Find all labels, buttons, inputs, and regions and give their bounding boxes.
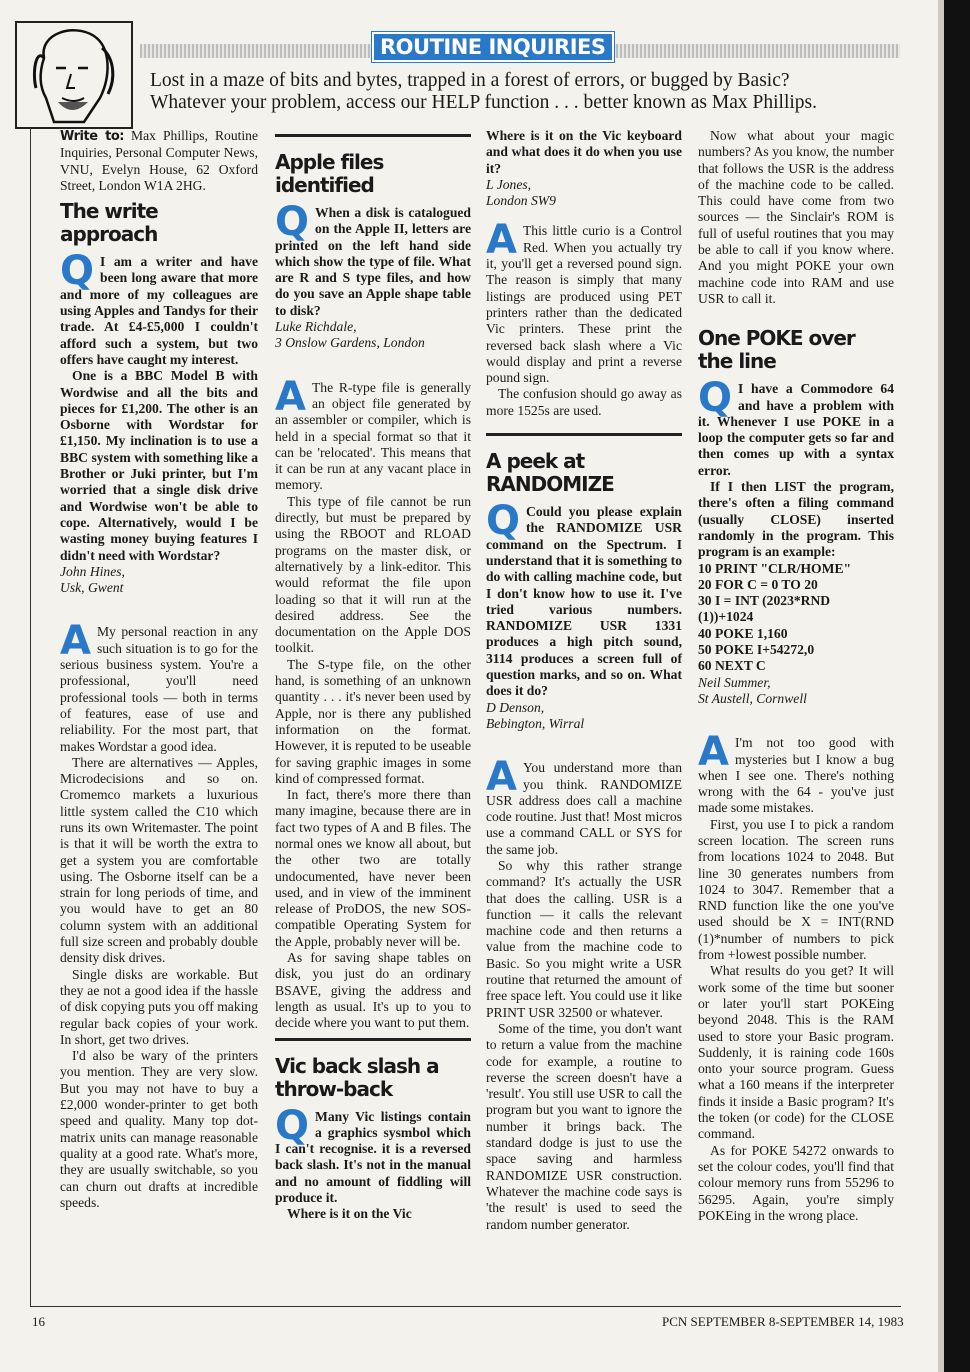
letter2-question: Q When a disk is catalogued on the Apple II, letters are printed on the left hand side which show the type of file. What are R and S type files, and how do you save an Apple shape table to disk?: [275, 199, 471, 318]
answer-drop-cap: A: [60, 618, 91, 665]
letter3-answer-p2: The confusion should go away as more 1525s are used.: [486, 386, 682, 418]
letter5-answer-p2: First, you use I to pick a random screen location. The screen runs from locations 1024 to 2048. But line 30 generates numbers from 1024 to 3047. Remember that a RND function like the one you've used should be X = INT(RND (1)*number of numbers to pick from +lowest possible number.: [698, 816, 894, 963]
letter4-answer: A You understand more than you think. RANDOMIZE USR address does call a machine code routine. Just that! Most micros use a command CALL or SYS for the same job.: [486, 754, 682, 857]
max-phillips-portrait-icon: [14, 18, 134, 130]
answer-drop-cap: A: [275, 373, 306, 420]
letter1-question-cont: One is a BBC Model B with Wordwise and all the bits and pieces for £1,200. The other is an Osborne with Wordstar for £1,150. My inclination is to use a BBC system with something like a Brother or Juki printer, but I'm worried that a single disk drive and Wordwise won't be able to cope. Alternatively, would I be wasting money buying features I didn't need with Wordstar?: [60, 368, 258, 563]
letter5-answer: A I'm not too good with mysteries but I know a bug when I see one. There's nothing wrong with the 64 - you've just made some mistakes.: [698, 729, 894, 816]
letter1-signature-name: John Hines,: [60, 563, 125, 579]
code-line: 20 FOR C = 0 TO 20: [698, 576, 818, 592]
letter3-question-cont: Where is it on the Vic keyboard and what does it do when you use it?: [486, 128, 682, 176]
letter3-question-cont-a: Where is it on the Vic: [287, 1206, 412, 1222]
code-line: (1))+1024: [698, 609, 754, 625]
answer-drop-cap: A: [486, 754, 517, 801]
letter1-question: Q I am a writer and have been long aware that more and more of my colleagues are using Apples and Tandys for their trade. At £4-£5,000 I couldn't afford such a system, but two offers have caught my interest.: [60, 248, 258, 367]
question-drop-cap: Q: [486, 498, 521, 545]
question-drop-cap: Q: [275, 199, 310, 245]
column-2: [275, 128, 471, 1223]
letter3-question: Q Many Vic listings contain a graphics sysmbol which I can't recognise. it is a reversed back slash. It's not in the manual and no amount of fiddling will produce it.: [275, 1102, 471, 1206]
letter5-question: Q I have a Commodore 64 and have a problem with it. Whenever I use POKE in a loop the computer gets so far and then comes up with a syntax error.: [698, 375, 894, 478]
letter2-signature-name: Luke Richdale,: [275, 319, 357, 335]
code-line: 60 NEXT C: [698, 658, 766, 674]
answer-drop-cap: A: [698, 729, 729, 776]
letter2-answer: A The R-type file is generally an object file generated by an assembler or compiler, which is held in a special format so that it can be 'relocated'. This means that it can be run at any vacant place in memory.: [275, 373, 471, 493]
letter4-answer-p4: Now what about your magic numbers? As you know, the number that follows the USR is the address of the machine code to be called. This could have come from two sources — the Sinclair's ROM is full of useful routines that you may be able to call if you know where. And you might POKE your own machine code into RAM and use USR to call it.: [698, 128, 894, 306]
issue-line: PCN SEPTEMBER 8-SEPTEMBER 14, 1983: [662, 1314, 904, 1329]
question-drop-cap: Q: [698, 375, 733, 422]
question-drop-cap: Q: [275, 1102, 310, 1149]
code-line: 50 POKE I+54272,0: [698, 642, 815, 658]
heading-vic-back-slash: Vic back slash a throw-back: [275, 1053, 439, 1101]
letter1-answer-p2: There are alternatives — Apples, Microdecisions and so on. Cromemco markets a luxurious little system called the C10 which runs its own Writemaster. The point is that it will be worth the extra to get a system you are comfortable using. The Osborne itself can be a strain for long periods of time, and you would have to get an 80 column system with an additional full size screen and probably double density disk drives.: [60, 754, 258, 966]
letter3-signature-place: London SW9: [486, 193, 556, 209]
letter4-answer-p3: Some of the time, you don't want to return a value from the machine code for example, a routine to reverse the screen doesn't have a 'result'. You still use USR to call the program but you want to ignore the number it brings back. The standard dodge is just to use the space saving and harmless RANDOMIZE USR construction. Whatever the machine code says is 'the result' is used to seed the random number generator.: [486, 1020, 682, 1232]
letter2-answer-p2: This type of file cannot be run directly, but must be prepared by using the RBOOT and RLOAD programs on the master disk, or alternatively by a link-editor. This would reformat the file upon loading so that it will run at the desired address. See the documentation on the Apple DOS toolkit.: [275, 493, 471, 656]
write-to-address: Write to: Max Phillips, Routine Inquiries, Personal Computer News, VNU, Evelyn House, 62 Oxford Street, London W1A 2HG.: [60, 128, 258, 193]
column-3: [486, 128, 682, 1233]
heading-apple-files: Apple files identified: [275, 150, 384, 197]
letter1-answer: A My personal reaction in any such situation is to go for the serious business system. You're a professional, you'll need professional tools — both in terms of features, ease of use and reliability. For the most part, that makes Wordstar a good idea.: [60, 618, 258, 754]
letter5-answer-p4: As for POKE 54272 onwards to set the colour codes, you'll find that colour memory runs from 55296 to 56295. Again, you're simply POKEing in the wrong place.: [698, 1142, 894, 1223]
letter4-answer-p2: So why this rather strange command? It's actually the USR that does the calling. USR is a function — it calls the relevant machine code and then returns a value from the machine code to Basic. So you might write a USR routine that returned the amount of free space left. You could use it like PRINT USR 32500 or whatever.: [486, 857, 682, 1020]
letter2-answer-p5: As for saving shape tables on disk, you just do an ordinary BSAVE, giving the address and length as usual. It's up to you to decide where you want to put them.: [275, 950, 471, 1031]
letter5-signature-place: St Austell, Cornwell: [698, 690, 807, 706]
letter1-answer-p4: I'd also be wary of the printers you mention. They are very slow. But you may not have to buy a £2,000 wonder-printer to get both speed and quality. Many top dot-matrix units can manage reasonable quality at a good rate. What's more, they are usually switchable, so you can churn out drafts at incredible speeds.: [60, 1048, 258, 1210]
letter5-signature-name: Neil Summer,: [698, 674, 771, 690]
page-number: 16: [32, 1314, 45, 1329]
letter1-signature-place: Usk, Gwent: [60, 580, 124, 596]
letter2-answer-p4: In fact, there's more there than many imagine, because there are in fact two types of A and B files. The normal ones we know all about, but the other two are totally undocumented, have never been used, and in view of the imminent release of ProDOS, the new SOS-compatible Operating System for the Apple, probably never will be.: [275, 787, 471, 949]
column-1: [60, 128, 258, 1211]
binding-shadow: [944, 0, 970, 1372]
letter3-answer: A This little curio is a Control Red. When you actually try it, you'll get a reversed pound sign. The reason is simply that many listings are produced using PET printers rather than the dedicated Vic printers. These print the reversed back slash where a Vic would display and print a reverse pound sign.: [486, 217, 682, 386]
intro-text: [150, 70, 910, 114]
heading-one-poke: One POKE over the line: [698, 326, 855, 374]
code-line: 10 PRINT "CLR/HOME": [698, 560, 852, 576]
letter1-answer-p3: Single disks are workable. But they ae not a good idea if the hassle of disk copying puts you off making regular back copies of your work. In short, get two drives.: [60, 966, 258, 1047]
divider: [275, 1038, 471, 1041]
divider: [275, 134, 471, 137]
letter5-question-cont: If I then LIST the program, there's often a filing command (usually CLOSE) inserted randomly in the program. This program is an example:: [698, 479, 894, 560]
intro-line-2: Whatever your problem, access our HELP function . . . better known as Max Phillips.: [150, 92, 817, 113]
code-line: 30 I = INT (2023*RND: [698, 593, 831, 609]
divider: [486, 433, 682, 436]
letter2-signature-place: 3 Onslow Gardens, London: [275, 335, 425, 351]
heading-write-approach: The write approach: [60, 199, 158, 247]
letter4-signature-name: D Denson,: [486, 699, 545, 715]
letter4-question: Q Could you please explain the RANDOMIZE USR command on the Spectrum. I understand that it is something to do with calling machine code, but I don't know how to use it. I've tried various numbers. RANDOMIZE USR 1331 produces a high pitch sound, 3114 produces a screen full of question marks, and so on. What does it do?: [486, 498, 682, 699]
answer-drop-cap: A: [486, 217, 517, 264]
question-drop-cap: Q: [60, 248, 95, 295]
letter4-signature-place: Bebington, Wirral: [486, 715, 585, 731]
code-line: 40 POKE 1,160: [698, 625, 788, 641]
letter5-answer-p3: What results do you get? It will work some of the time but sooner or later you'll start POKEing beyond 2048. This is the RAM used to store your Basic program. Suddenly, it is raining code 160s onto your source program. Guess what a 160 means if the interpreter finds it inside a Basic program? It's the token (or code) for the CLOSE command.: [698, 963, 894, 1142]
intro-line-1: Lost in a maze of bits and bytes, trapped in a forest of errors, or bugged by Basic?: [150, 70, 790, 91]
column-4: [698, 128, 894, 1224]
letter3-signature-name: L Jones,: [486, 176, 532, 192]
letter2-answer-p3: The S-type file, on the other hand, is something of an unknown quantity . . . it's never been used by Apple, nor is there any published information on the format. However, it is reputed to be useable for saving graphic images in some kind of compressed format.: [275, 656, 471, 786]
heading-peek-randomize: A peek at RANDOMIZE: [486, 449, 614, 497]
section-title: ROUTINE INQUIRIES: [372, 32, 614, 62]
